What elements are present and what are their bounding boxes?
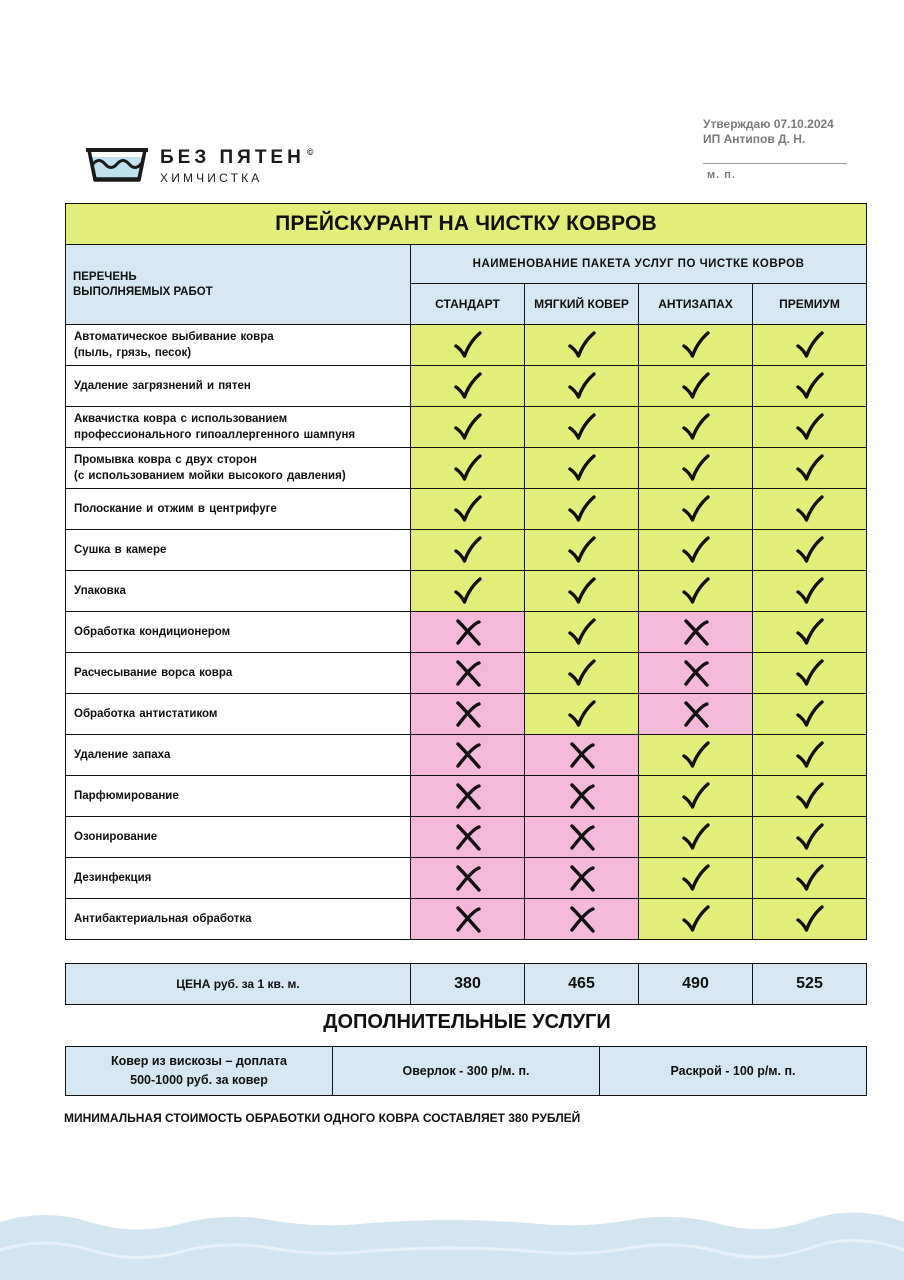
check-mark-icon <box>681 823 711 851</box>
service-row <box>66 817 867 858</box>
check-mark-icon <box>453 495 483 523</box>
check-mark-icon <box>681 577 711 605</box>
mark-standard <box>411 735 525 776</box>
service-row <box>66 407 867 448</box>
mark-soft-carpet <box>525 407 639 448</box>
check-mark-icon <box>567 536 597 564</box>
service-row <box>66 489 867 530</box>
check-mark-icon <box>681 782 711 810</box>
check-mark-icon <box>681 495 711 523</box>
stamp-place: м. п. <box>707 169 736 181</box>
mark-premium <box>753 694 867 735</box>
mark-soft-carpet <box>525 694 639 735</box>
service-row <box>66 366 867 407</box>
mark-anti-odor <box>639 530 753 571</box>
mark-premium <box>753 489 867 530</box>
check-mark-icon <box>567 618 597 646</box>
cross-mark-icon <box>682 659 710 687</box>
price-label: ЦЕНА руб. за 1 кв. м. <box>66 964 411 1005</box>
service-row <box>66 448 867 489</box>
mark-anti-odor <box>639 612 753 653</box>
check-mark-icon <box>567 700 597 728</box>
package-anti-odor-header: АНТИЗАПАХ <box>639 284 753 325</box>
check-mark-icon <box>795 905 825 933</box>
check-mark-icon <box>795 618 825 646</box>
cross-mark-icon <box>454 618 482 646</box>
mark-standard <box>411 776 525 817</box>
extra-overlock: Оверлок - 300 р/м. п. <box>333 1047 600 1096</box>
check-mark-icon <box>453 413 483 441</box>
brand-subtitle: ХИМЧИСТКА <box>160 171 263 185</box>
check-mark-icon <box>681 905 711 933</box>
cross-mark-icon <box>568 864 596 892</box>
mark-anti-odor <box>639 735 753 776</box>
cross-mark-icon <box>568 823 596 851</box>
service-label: Удаление загрязнений и пятен <box>66 366 411 407</box>
check-mark-icon <box>795 454 825 482</box>
packages-header: НАИМЕНОВАНИЕ ПАКЕТА УСЛУГ ПО ЧИСТКЕ КОВРОВ <box>411 245 867 284</box>
approval-line-2: ИП Антипов Д. Н. <box>703 132 806 146</box>
mark-anti-odor <box>639 694 753 735</box>
service-label: Антибактериальная обработка <box>66 899 411 940</box>
check-mark-icon <box>453 536 483 564</box>
extra-services-title: ДОПОЛНИТЕЛЬНЫЕ УСЛУГИ <box>323 1011 611 1033</box>
mark-premium <box>753 817 867 858</box>
check-mark-icon <box>681 413 711 441</box>
mark-anti-odor <box>639 899 753 940</box>
check-mark-icon <box>795 700 825 728</box>
cross-mark-icon <box>568 782 596 810</box>
check-mark-icon <box>681 741 711 769</box>
check-mark-icon <box>795 495 825 523</box>
mark-premium <box>753 448 867 489</box>
price-row <box>66 964 867 1005</box>
service-label: Дезинфекция <box>66 858 411 899</box>
works-header: ПЕРЕЧЕНЬ ВЫПОЛНЯЕМЫХ РАБОТ <box>66 245 411 325</box>
cross-mark-icon <box>568 741 596 769</box>
package-soft-carpet-header: МЯГКИЙ КОВЕР <box>525 284 639 325</box>
mark-soft-carpet <box>525 776 639 817</box>
mark-premium <box>753 776 867 817</box>
cross-mark-icon <box>454 782 482 810</box>
mark-standard <box>411 858 525 899</box>
cross-mark-icon <box>454 905 482 933</box>
service-label: Расчесывание ворса ковра <box>66 653 411 694</box>
cross-mark-icon <box>682 618 710 646</box>
mark-premium <box>753 366 867 407</box>
mark-soft-carpet <box>525 366 639 407</box>
service-label: Автоматическое выбивание ковра (пыль, грязь, песок) <box>66 325 411 366</box>
check-mark-icon <box>681 454 711 482</box>
mark-anti-odor <box>639 653 753 694</box>
mark-anti-odor <box>639 776 753 817</box>
mark-soft-carpet <box>525 612 639 653</box>
package-standard-header: СТАНДАРТ <box>411 284 525 325</box>
cross-mark-icon <box>682 700 710 728</box>
check-mark-icon <box>795 823 825 851</box>
mark-soft-carpet <box>525 858 639 899</box>
mark-soft-carpet <box>525 571 639 612</box>
service-row <box>66 858 867 899</box>
service-row <box>66 899 867 940</box>
check-mark-icon <box>795 659 825 687</box>
service-label: Обработка кондиционером <box>66 612 411 653</box>
check-mark-icon <box>795 331 825 359</box>
service-label: Удаление запаха <box>66 735 411 776</box>
check-mark-icon <box>795 864 825 892</box>
service-label: Промывка ковра с двух сторон (с использованием мойки высокого давления) <box>66 448 411 489</box>
check-mark-icon <box>795 372 825 400</box>
mark-anti-odor <box>639 407 753 448</box>
extra-services-table <box>65 1046 867 1096</box>
wave-decoration <box>0 1210 904 1280</box>
mark-standard <box>411 899 525 940</box>
mark-premium <box>753 325 867 366</box>
mark-soft-carpet <box>525 653 639 694</box>
check-mark-icon <box>453 331 483 359</box>
price-soft-carpet: 465 <box>525 964 639 1005</box>
mark-premium <box>753 653 867 694</box>
mark-standard <box>411 694 525 735</box>
check-mark-icon <box>453 454 483 482</box>
check-mark-icon <box>681 864 711 892</box>
extra-cutting: Раскрой - 100 р/м. п. <box>600 1047 867 1096</box>
mark-soft-carpet <box>525 489 639 530</box>
price-list-table <box>65 203 867 940</box>
mark-soft-carpet <box>525 448 639 489</box>
check-mark-icon <box>681 372 711 400</box>
price-table <box>65 963 867 1005</box>
package-premium-header: ПРЕМИУМ <box>753 284 867 325</box>
service-label: Озонирование <box>66 817 411 858</box>
check-mark-icon <box>567 659 597 687</box>
table-title: ПРЕЙСКУРАНТ НА ЧИСТКУ КОВРОВ <box>66 204 867 245</box>
check-mark-icon <box>681 331 711 359</box>
mark-premium <box>753 899 867 940</box>
brand-logo <box>86 145 346 190</box>
check-mark-icon <box>681 536 711 564</box>
approval-block <box>703 117 853 147</box>
mark-standard <box>411 530 525 571</box>
mark-anti-odor <box>639 366 753 407</box>
check-mark-icon <box>795 413 825 441</box>
price-standard: 380 <box>411 964 525 1005</box>
mark-premium <box>753 858 867 899</box>
mark-anti-odor <box>639 817 753 858</box>
service-row <box>66 776 867 817</box>
check-mark-icon <box>567 331 597 359</box>
check-mark-icon <box>453 577 483 605</box>
mark-premium <box>753 407 867 448</box>
minimum-cost-note: МИНИМАЛЬНАЯ СТОИМОСТЬ ОБРАБОТКИ ОДНОГО КОВРА СОСТАВЛЯЕТ 380 РУБЛЕЙ <box>64 1111 581 1125</box>
mark-standard <box>411 817 525 858</box>
service-label: Упаковка <box>66 571 411 612</box>
cross-mark-icon <box>454 741 482 769</box>
service-label: Обработка антистатиком <box>66 694 411 735</box>
service-label: Полоскание и отжим в центрифуге <box>66 489 411 530</box>
service-row <box>66 653 867 694</box>
cross-mark-icon <box>454 864 482 892</box>
cross-mark-icon <box>454 823 482 851</box>
mark-soft-carpet <box>525 325 639 366</box>
cross-mark-icon <box>454 700 482 728</box>
mark-premium <box>753 612 867 653</box>
mark-standard <box>411 571 525 612</box>
check-mark-icon <box>567 454 597 482</box>
mark-soft-carpet <box>525 530 639 571</box>
service-row <box>66 735 867 776</box>
mark-soft-carpet <box>525 899 639 940</box>
service-label: Парфюмирование <box>66 776 411 817</box>
mark-soft-carpet <box>525 735 639 776</box>
approval-line-1: Утверждаю 07.10.2024 <box>703 117 834 131</box>
service-row <box>66 694 867 735</box>
price-premium: 525 <box>753 964 867 1005</box>
check-mark-icon <box>795 536 825 564</box>
brand-name: БЕЗ ПЯТЕН © <box>160 147 314 168</box>
mark-standard <box>411 489 525 530</box>
mark-premium <box>753 571 867 612</box>
check-mark-icon <box>795 577 825 605</box>
check-mark-icon <box>795 741 825 769</box>
service-row <box>66 571 867 612</box>
service-row <box>66 612 867 653</box>
mark-soft-carpet <box>525 817 639 858</box>
mark-standard <box>411 366 525 407</box>
mark-anti-odor <box>639 571 753 612</box>
service-row <box>66 530 867 571</box>
check-mark-icon <box>567 372 597 400</box>
service-label: Аквачистка ковра с использованием профессионального гипоаллергенного шампуня <box>66 407 411 448</box>
check-mark-icon <box>567 413 597 441</box>
mark-standard <box>411 407 525 448</box>
water-basin-icon <box>86 145 148 185</box>
mark-anti-odor <box>639 858 753 899</box>
mark-anti-odor <box>639 448 753 489</box>
extra-viscose: Ковер из вискозы – доплата 500-1000 руб. за ковер <box>66 1047 333 1096</box>
cross-mark-icon <box>454 659 482 687</box>
signature-line <box>703 163 847 164</box>
copyright-mark: © <box>306 147 314 157</box>
mark-anti-odor <box>639 325 753 366</box>
check-mark-icon <box>567 577 597 605</box>
check-mark-icon <box>795 782 825 810</box>
mark-premium <box>753 735 867 776</box>
mark-standard <box>411 612 525 653</box>
mark-anti-odor <box>639 489 753 530</box>
cross-mark-icon <box>568 905 596 933</box>
mark-premium <box>753 530 867 571</box>
check-mark-icon <box>567 495 597 523</box>
mark-standard <box>411 448 525 489</box>
service-row <box>66 325 867 366</box>
check-mark-icon <box>453 372 483 400</box>
mark-standard <box>411 653 525 694</box>
price-anti-odor: 490 <box>639 964 753 1005</box>
mark-standard <box>411 325 525 366</box>
service-label: Сушка в камере <box>66 530 411 571</box>
